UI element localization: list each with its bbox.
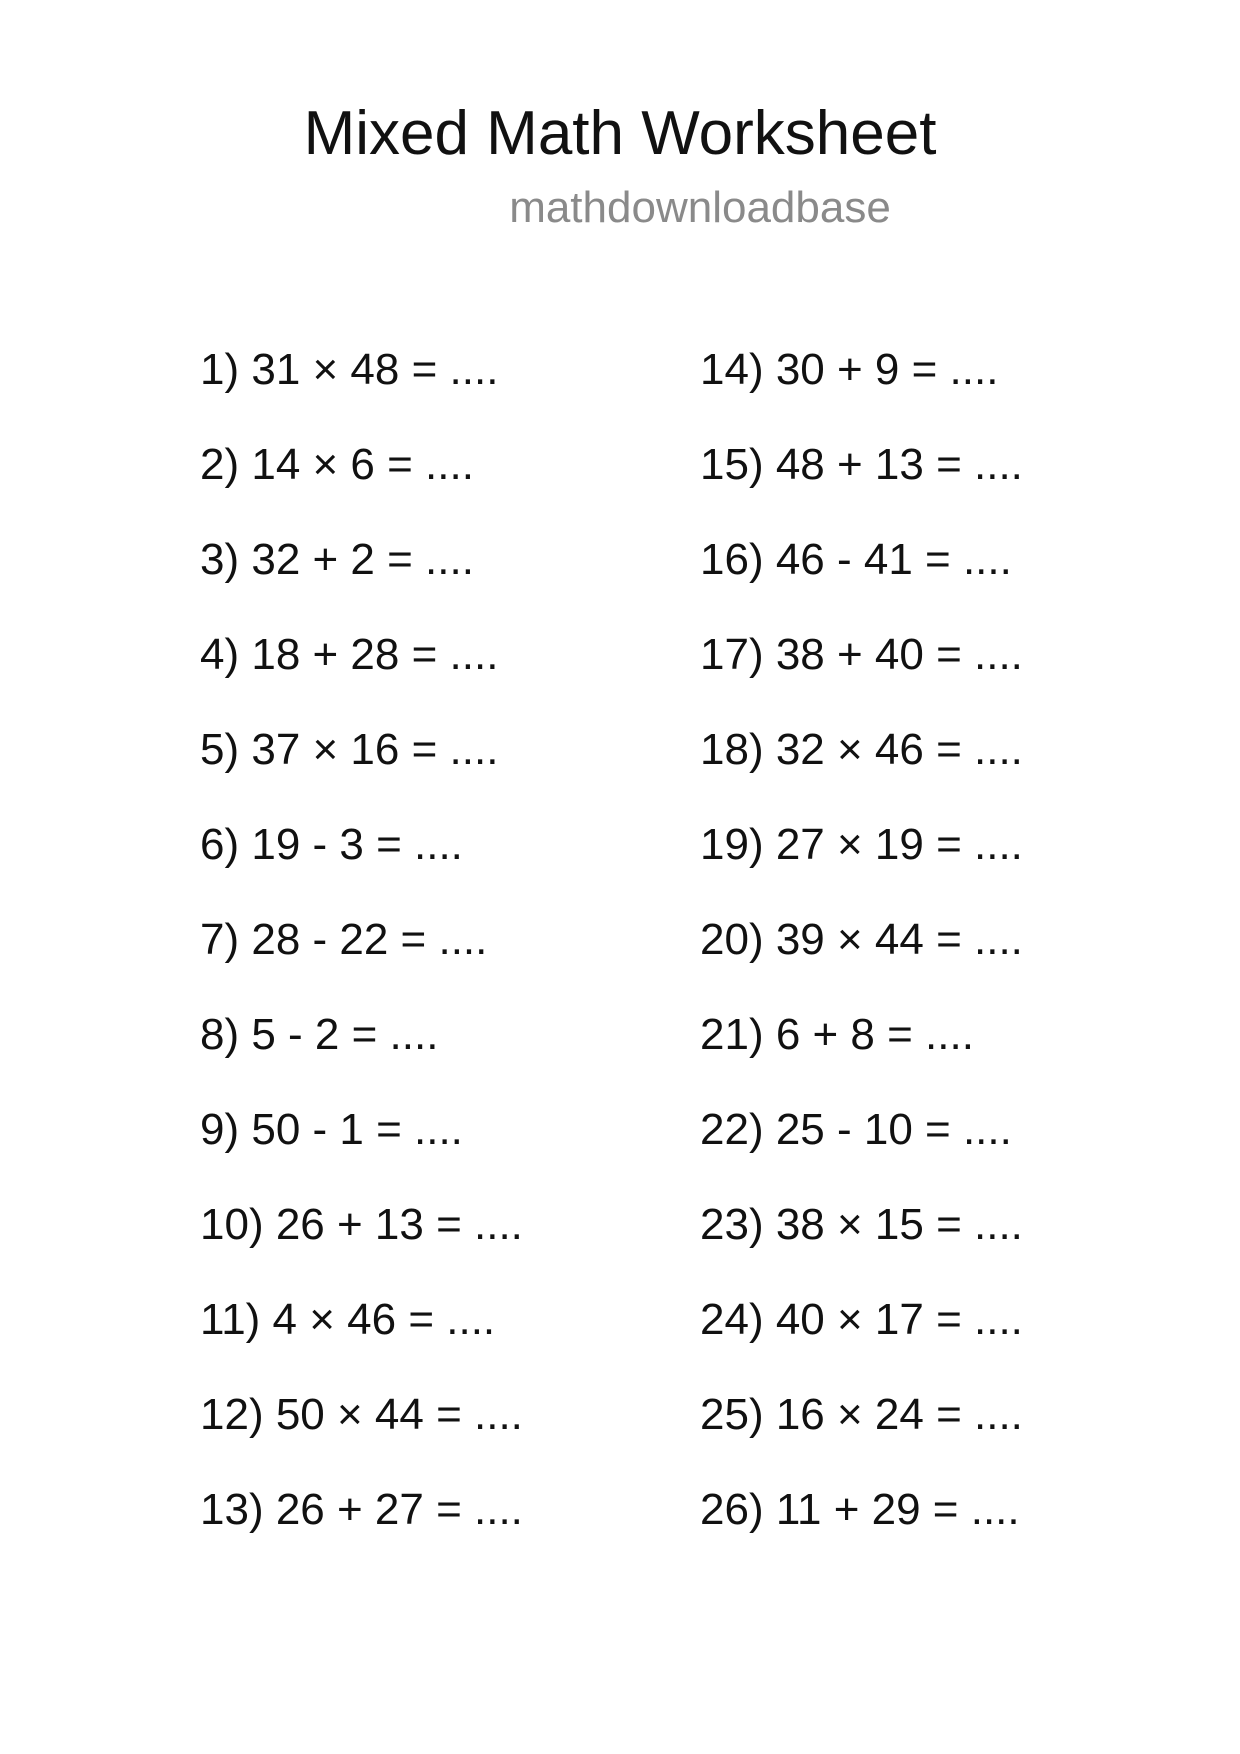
math-problem-11: 11) 4 × 46 = .... <box>200 1295 496 1344</box>
math-problem-1: 1) 31 × 48 = .... <box>200 345 499 394</box>
math-problem-5: 5) 37 × 16 = .... <box>200 725 499 774</box>
math-problem-16: 16) 46 - 41 = .... <box>700 535 1012 584</box>
math-problem-7: 7) 28 - 22 = .... <box>200 915 488 964</box>
math-problem-26: 26) 11 + 29 = .... <box>700 1485 1020 1534</box>
worksheet-title: Mixed Math Worksheet <box>303 99 937 168</box>
math-problem-14: 14) 30 + 9 = .... <box>700 345 999 394</box>
math-problem-20: 20) 39 × 44 = .... <box>700 915 1023 964</box>
math-problem-6: 6) 19 - 3 = .... <box>200 820 463 869</box>
math-problem-3: 3) 32 + 2 = .... <box>200 535 474 584</box>
math-problem-18: 18) 32 × 46 = .... <box>700 725 1023 774</box>
math-problem-12: 12) 50 × 44 = .... <box>200 1390 523 1439</box>
math-problem-2: 2) 14 × 6 = .... <box>200 440 474 489</box>
math-problem-15: 15) 48 + 13 = .... <box>700 440 1023 489</box>
math-problem-22: 22) 25 - 10 = .... <box>700 1105 1012 1154</box>
math-problem-13: 13) 26 + 27 = .... <box>200 1485 523 1534</box>
math-problem-24: 24) 40 × 17 = .... <box>700 1295 1023 1344</box>
problem-column-right <box>700 340 1023 1575</box>
math-problem-8: 8) 5 - 2 = .... <box>200 1010 439 1059</box>
worksheet-source: mathdownloadbase <box>509 183 891 232</box>
problem-column-left <box>200 340 523 1575</box>
math-problem-17: 17) 38 + 40 = .... <box>700 630 1023 679</box>
math-problem-4: 4) 18 + 28 = .... <box>200 630 499 679</box>
math-problem-10: 10) 26 + 13 = .... <box>200 1200 523 1249</box>
math-problem-21: 21) 6 + 8 = .... <box>700 1010 974 1059</box>
math-problem-23: 23) 38 × 15 = .... <box>700 1200 1023 1249</box>
math-problem-9: 9) 50 - 1 = .... <box>200 1105 463 1154</box>
math-problem-25: 25) 16 × 24 = .... <box>700 1390 1023 1439</box>
math-problem-19: 19) 27 × 19 = .... <box>700 820 1023 869</box>
